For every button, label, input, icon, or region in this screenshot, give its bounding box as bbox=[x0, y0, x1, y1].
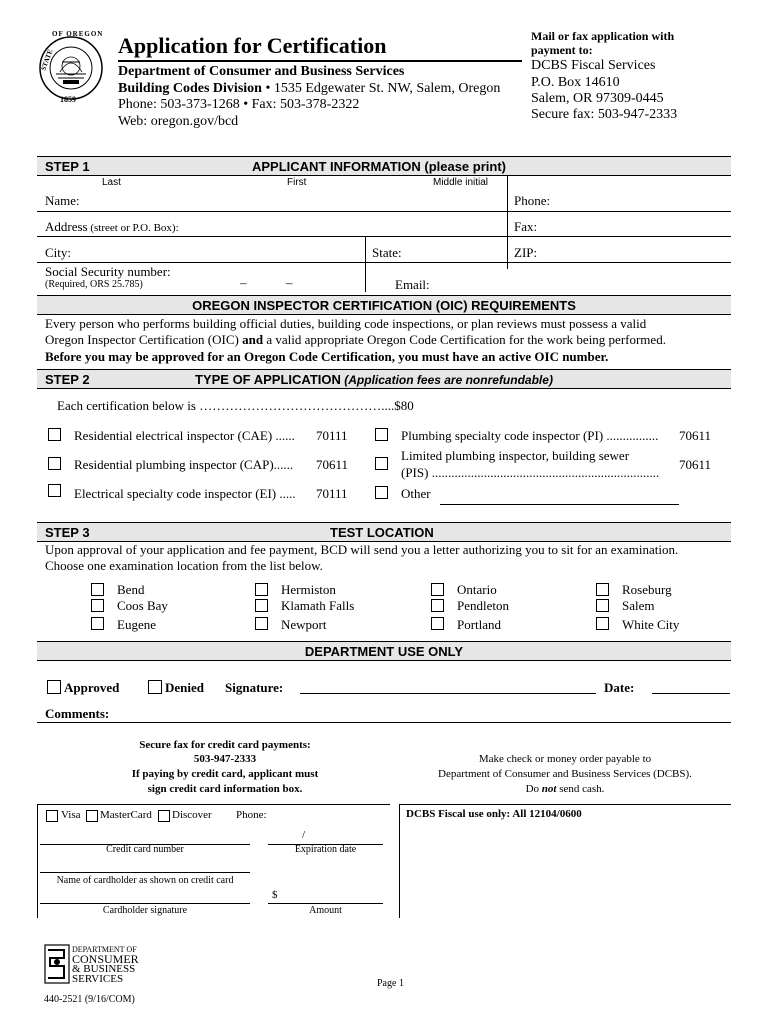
exp-date-label: Expiration date bbox=[294, 844, 357, 855]
discover-label: Discover bbox=[172, 809, 212, 821]
cardholder-name-line bbox=[40, 872, 250, 873]
step3-bar bbox=[37, 522, 731, 542]
credit-card-note-2: sign credit card information box. bbox=[147, 783, 303, 795]
pendleton-label: Pendleton bbox=[457, 598, 509, 613]
newport-checkbox[interactable] bbox=[255, 617, 268, 630]
city-field[interactable] bbox=[80, 240, 360, 260]
date-line[interactable] bbox=[652, 693, 730, 694]
step3-line-1: Upon approval of your application and fee payment, BCD will send you a letter authorizing you to sit for an examination. bbox=[45, 542, 679, 557]
web-line: Web: oregon.gov/bcd bbox=[118, 114, 239, 129]
oic-line-2c: a valid appropriate Oregon Code Certification for the work being performed. bbox=[263, 332, 666, 347]
ei-code: 70111 bbox=[316, 486, 348, 501]
no-cash-line bbox=[400, 783, 730, 795]
dept-use-title: DEPARTMENT USE ONLY bbox=[304, 644, 464, 659]
step1-title-note: (please print) bbox=[420, 159, 506, 174]
ssn-field[interactable] bbox=[190, 272, 360, 290]
hermiston-checkbox[interactable] bbox=[255, 583, 268, 596]
ontario-label: Ontario bbox=[457, 582, 497, 597]
oic-line-2a: Oregon Inspector Certification (OIC) bbox=[45, 332, 243, 347]
coos-bay-label: Coos Bay bbox=[117, 598, 168, 613]
cc-phone-label: Phone: bbox=[236, 809, 267, 821]
dcbs-logo-line-3: & BUSINESS bbox=[72, 963, 136, 975]
oic-line-1: Every person who performs building official duties, building code inspections, or plan reviews must possess a valid bbox=[45, 316, 647, 331]
sub-label-middle: Middle initial bbox=[433, 177, 489, 188]
phone-label: Phone: bbox=[514, 193, 551, 208]
zip-label: ZIP: bbox=[514, 245, 538, 260]
cardholder-sig-label: Cardholder signature bbox=[102, 905, 188, 916]
dcbs-logo-icon bbox=[44, 944, 70, 984]
fiscal-box-left bbox=[399, 804, 400, 918]
pi-checkbox[interactable] bbox=[375, 428, 388, 441]
amount-line bbox=[268, 903, 383, 904]
amount-dollar: $ bbox=[272, 889, 278, 901]
cae-label: Residential electrical inspector (CAE) ...... bbox=[74, 428, 295, 443]
mail-address-3: Salem, OR 97309-0445 bbox=[531, 91, 664, 106]
phone-field[interactable] bbox=[558, 190, 728, 210]
cap-label: Residential plumbing inspector (CAP)...... bbox=[74, 457, 294, 472]
klamath-falls-checkbox[interactable] bbox=[255, 599, 268, 612]
cc-box-top bbox=[37, 804, 390, 805]
state-field[interactable] bbox=[410, 240, 504, 260]
amount-field[interactable] bbox=[268, 889, 383, 903]
ssn-dash-1: – bbox=[240, 275, 247, 290]
cc-phone-field[interactable] bbox=[270, 806, 385, 822]
cap-checkbox[interactable] bbox=[48, 457, 61, 470]
check-payable-2: Department of Consumer and Business Services (DCBS). bbox=[438, 768, 692, 780]
address-field[interactable] bbox=[190, 214, 504, 234]
dcbs-logo-line-2: CONSUMER bbox=[72, 952, 139, 966]
mail-heading-1: Mail or fax application with bbox=[531, 29, 675, 43]
portland-checkbox[interactable] bbox=[431, 617, 444, 630]
klamath-falls-label: Klamath Falls bbox=[281, 598, 355, 613]
cc-number-field[interactable] bbox=[40, 828, 250, 844]
sub-label-last: Last bbox=[102, 177, 121, 188]
cardholder-sig-line bbox=[40, 903, 250, 904]
division-name: Building Codes Division bbox=[118, 81, 262, 96]
exp-slash: / bbox=[302, 829, 306, 841]
step2-title-note: (Application fees are nonrefundable) bbox=[340, 373, 553, 387]
pendleton-checkbox[interactable] bbox=[431, 599, 444, 612]
name-field[interactable] bbox=[85, 190, 505, 210]
fiscal-use-label: DCBS Fiscal use only: All 12104/0600 bbox=[406, 808, 582, 820]
address-label bbox=[45, 219, 179, 235]
newport-label: Newport bbox=[281, 617, 327, 632]
no-cash-b: not bbox=[541, 783, 557, 795]
dept-bottom-rule bbox=[37, 722, 731, 723]
date-label: Date: bbox=[604, 680, 635, 695]
white-city-checkbox[interactable] bbox=[596, 617, 609, 630]
ssn-dash-2: – bbox=[286, 275, 293, 290]
pis-label-1: Limited plumbing inspector, building sewer bbox=[401, 448, 630, 463]
pi-code: 70611 bbox=[679, 428, 712, 443]
city-label: City: bbox=[45, 245, 72, 260]
step3-title: TEST LOCATION bbox=[330, 525, 434, 540]
step1-bar bbox=[37, 156, 731, 176]
signature-line[interactable] bbox=[300, 693, 596, 694]
fax-field[interactable] bbox=[545, 214, 725, 234]
exp-date-field[interactable] bbox=[268, 828, 383, 844]
other-label: Other bbox=[401, 486, 431, 501]
credit-card-note-1: If paying by credit card, applicant must bbox=[131, 768, 319, 780]
state-divider bbox=[365, 237, 366, 269]
oic-line-2 bbox=[45, 332, 666, 348]
fax-label: Fax: bbox=[514, 219, 538, 234]
other-underline[interactable] bbox=[440, 504, 679, 505]
denied-label: Denied bbox=[165, 680, 204, 695]
cardholder-sig-field[interactable] bbox=[40, 889, 250, 903]
visa-label: Visa bbox=[61, 809, 81, 821]
bend-checkbox[interactable] bbox=[91, 583, 104, 596]
pis-checkbox[interactable] bbox=[375, 457, 388, 470]
comments-label: Comments: bbox=[45, 706, 110, 721]
cardholder-name-field[interactable] bbox=[40, 858, 250, 872]
department-name: Department of Consumer and Business Services bbox=[118, 64, 405, 79]
eugene-label: Eugene bbox=[117, 617, 156, 632]
amount-label: Amount bbox=[309, 905, 342, 916]
dcbs-logo-line-1: DEPARTMENT OF bbox=[72, 945, 137, 954]
ontario-checkbox[interactable] bbox=[431, 583, 444, 596]
address-label-text: Address bbox=[45, 219, 88, 234]
form-number: 440-2521 (9/16/COM) bbox=[44, 994, 135, 1005]
step2-title bbox=[195, 372, 553, 387]
address-label-note: (street or P.O. Box): bbox=[87, 222, 179, 234]
cardholder-name-label: Name of cardholder as shown on credit card bbox=[56, 875, 234, 886]
pis-label-2: (PIS) ...................................................................... bbox=[401, 465, 660, 480]
mail-address-4: Secure fax: 503-947-2333 bbox=[531, 107, 678, 122]
fiscal-box-top bbox=[399, 804, 731, 805]
step1-label: STEP 1 bbox=[45, 159, 90, 174]
seal-year-text: 1859 bbox=[60, 95, 76, 104]
mastercard-label: MasterCard bbox=[100, 809, 152, 821]
email-field[interactable] bbox=[440, 272, 728, 290]
salem-label: Salem bbox=[622, 598, 655, 613]
discover-checkbox[interactable] bbox=[158, 810, 170, 822]
state-label: State: bbox=[372, 245, 402, 260]
approved-checkbox[interactable] bbox=[47, 680, 61, 694]
step1-rule-2 bbox=[37, 236, 731, 237]
coos-bay-checkbox[interactable] bbox=[91, 599, 104, 612]
division-line bbox=[118, 81, 500, 97]
step1-col-divider bbox=[507, 175, 508, 269]
step2-label: STEP 2 bbox=[45, 372, 90, 387]
pi-label: Plumbing specialty code inspector (PI) ................ bbox=[401, 428, 659, 443]
visa-checkbox[interactable] bbox=[46, 810, 58, 822]
secure-fax-number: 503-947-2333 bbox=[193, 753, 257, 765]
name-label: Name: bbox=[45, 193, 80, 208]
white-city-label: White City bbox=[622, 617, 680, 632]
cae-code: 70111 bbox=[316, 428, 348, 443]
step2-title-text: TYPE OF APPLICATION bbox=[195, 372, 341, 387]
check-payable-1: Make check or money order payable to bbox=[478, 753, 652, 765]
dcbs-logo-line-4: SERVICES bbox=[72, 973, 124, 985]
step1-title bbox=[252, 159, 506, 174]
email-divider bbox=[365, 269, 366, 292]
oic-title: OREGON INSPECTOR CERTIFICATION (OIC) REQUIREMENTS bbox=[192, 298, 576, 313]
phone-fax-line: Phone: 503-373-1268 • Fax: 503-378-2322 bbox=[118, 97, 360, 112]
roseburg-checkbox[interactable] bbox=[596, 583, 609, 596]
ssn-note: (Required, ORS 25.785) bbox=[45, 279, 143, 290]
step3-label: STEP 3 bbox=[45, 525, 90, 540]
page-title: Application for Certification bbox=[118, 33, 387, 58]
oic-bar bbox=[37, 295, 731, 315]
oic-line-3: Before you may be approved for an Oregon Code Certification, you must have an active OIC number. bbox=[45, 349, 609, 364]
seal-left-text: STATE bbox=[39, 48, 55, 72]
eugene-checkbox[interactable] bbox=[91, 617, 104, 630]
mail-address-2: P.O. Box 14610 bbox=[531, 75, 620, 90]
step2-bar bbox=[37, 369, 731, 389]
approved-label: Approved bbox=[64, 680, 120, 695]
other-checkbox[interactable] bbox=[375, 486, 388, 499]
seal-top-text: OF OREGON bbox=[52, 30, 104, 38]
cap-code: 70611 bbox=[316, 457, 349, 472]
zip-field[interactable] bbox=[545, 240, 725, 260]
cc-number-label: Credit card number bbox=[106, 844, 184, 855]
ssn-label: Social Security number: bbox=[45, 264, 171, 279]
signature-label: Signature: bbox=[225, 680, 284, 695]
cae-checkbox[interactable] bbox=[48, 428, 61, 441]
step3-line-2: Choose one examination location from the list below. bbox=[45, 558, 323, 573]
portland-label: Portland bbox=[457, 617, 502, 632]
no-cash-c: send cash. bbox=[556, 783, 605, 795]
pis-code: 70611 bbox=[679, 457, 712, 472]
oic-line-2b: and bbox=[242, 332, 264, 347]
bend-label: Bend bbox=[117, 582, 145, 597]
step1-rule-1 bbox=[37, 211, 731, 212]
title-rule bbox=[118, 60, 522, 62]
no-cash-a: Do bbox=[525, 783, 542, 795]
roseburg-label: Roseburg bbox=[622, 582, 672, 597]
denied-checkbox[interactable] bbox=[148, 680, 162, 694]
cc-box-left bbox=[37, 804, 38, 918]
mail-address-1: DCBS Fiscal Services bbox=[531, 58, 656, 73]
sub-label-first: First bbox=[287, 177, 307, 188]
step1-title-text: APPLICANT INFORMATION bbox=[252, 159, 421, 174]
mastercard-checkbox[interactable] bbox=[86, 810, 98, 822]
dept-use-bar bbox=[37, 641, 731, 661]
salem-checkbox[interactable] bbox=[596, 599, 609, 612]
mail-heading-2: payment to: bbox=[531, 43, 593, 57]
email-label: Email: bbox=[395, 277, 430, 292]
ei-label: Electrical specialty code inspector (EI) ..... bbox=[74, 486, 296, 501]
ei-checkbox[interactable] bbox=[48, 484, 61, 497]
fee-line: Each certification below is ……………………………………....$80 bbox=[57, 398, 414, 413]
secure-fax-heading: Secure fax for credit card payments: bbox=[139, 739, 311, 751]
page-number: Page 1 bbox=[377, 978, 404, 989]
division-address: • 1535 Edgewater St. NW, Salem, Oregon bbox=[261, 81, 501, 96]
step1-rule-3 bbox=[37, 262, 731, 263]
hermiston-label: Hermiston bbox=[281, 582, 336, 597]
